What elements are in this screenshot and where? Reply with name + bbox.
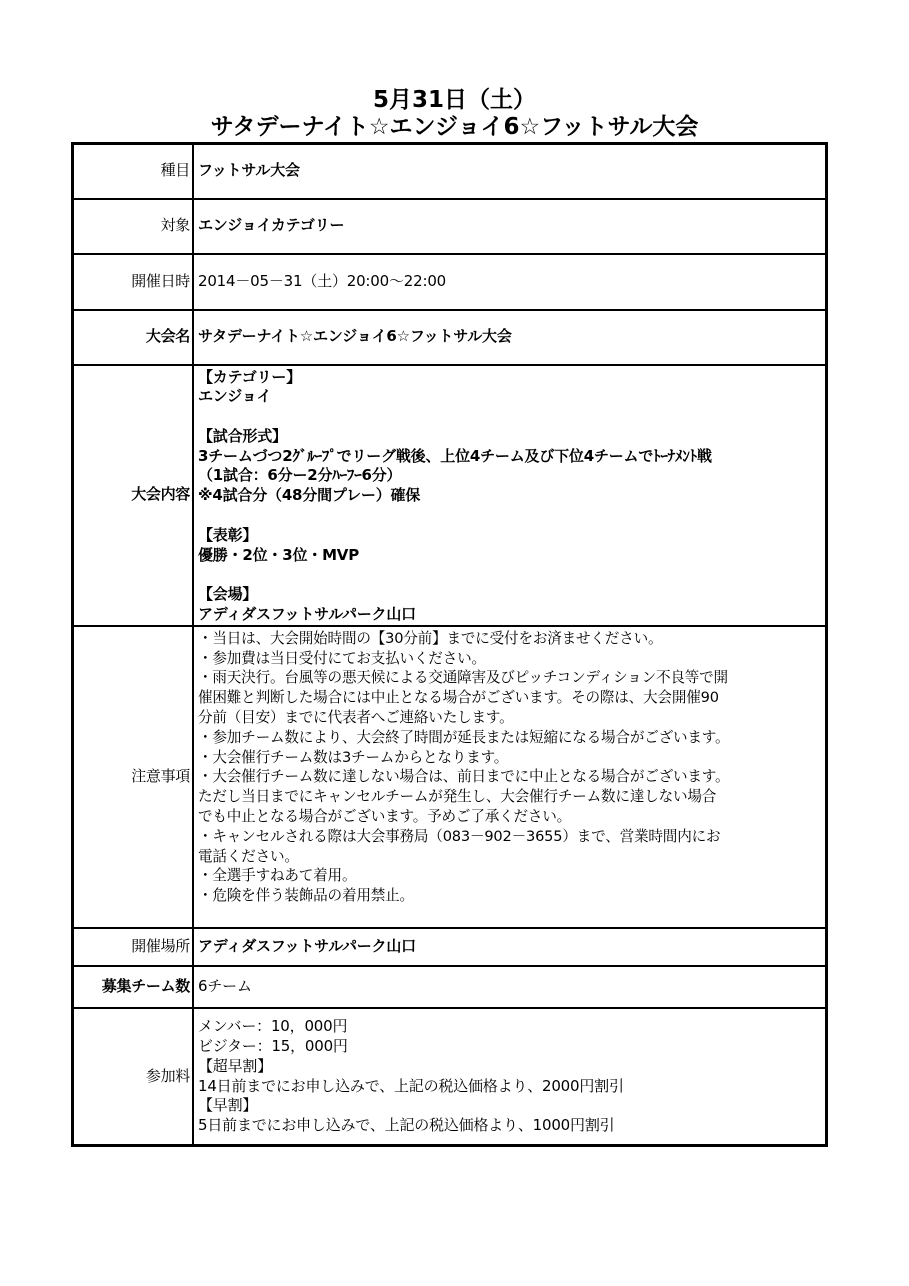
fee-line: 14日前までにお申し込みで、上記の税込価格より、2000円割引 xyxy=(198,1076,624,1095)
contents-line: （1試合：6分ー2分ﾊｰﾌｰ6分） xyxy=(198,466,402,485)
contents-line: 【カテゴリー】 xyxy=(198,367,302,386)
row-target xyxy=(73,199,827,254)
notes-line: ・大会催行チーム数は3チームからとなります。 xyxy=(198,748,509,766)
notes-line: でも中止となる場合がございます。予めご了承ください。 xyxy=(198,808,572,826)
notes-line: 分前（目安）までに代表者へご連絡いたします。 xyxy=(198,709,514,727)
row-notes xyxy=(73,626,827,928)
notes-line: ・全選手すねあて着用。 xyxy=(198,867,357,885)
contents-line: 【会場】 xyxy=(198,585,258,604)
fee-line: メンバー：10，000円 xyxy=(198,1017,348,1036)
notes-line: ・雨天決行。台風等の悪天候による交通障害及びピッチコンディション不良等で開 xyxy=(198,669,728,687)
row-team-count xyxy=(73,966,827,1008)
row-event-type xyxy=(73,144,827,199)
title-date: 5月31日（土） xyxy=(372,87,536,113)
fee-line: 【超早割】 xyxy=(198,1056,273,1075)
value-event-type: フットサル大会 xyxy=(193,144,827,199)
notes-line: ただし当日までにキャンセルチームが発生し、大会催行チーム数に達しない場合 xyxy=(198,788,717,806)
value-contents xyxy=(193,365,827,626)
row-fee xyxy=(73,1008,827,1146)
notes-line: ・危険を伴う装飾品の着用禁止。 xyxy=(198,887,414,905)
value-notes xyxy=(193,626,827,928)
label-target: 対象 xyxy=(73,199,194,254)
notes-line: 電話ください。 xyxy=(198,847,299,865)
row-venue xyxy=(73,928,827,966)
contents-line: エンジョイ xyxy=(198,387,272,406)
event-info-table xyxy=(71,142,828,1147)
label-contents: 大会内容 xyxy=(73,365,194,626)
value-venue: アディダスフットサルパーク山口 xyxy=(193,928,827,966)
contents-line xyxy=(198,407,825,427)
fee-line: ビジター：15，000円 xyxy=(198,1037,348,1056)
contents-line: アディダスフットサルパーク山口 xyxy=(198,605,416,624)
label-tournament-name: 大会名 xyxy=(73,310,194,365)
label-notes: 注意事項 xyxy=(73,626,194,928)
row-contents xyxy=(73,365,827,626)
notes-line: ・キャンセルされる際は大会事務局（083－902－3655）まで、営業時間内にお xyxy=(198,827,721,845)
notes-line: ・参加チーム数により、大会終了時間が延長または短縮になる場合がございます。 xyxy=(198,728,730,746)
label-datetime: 開催日時 xyxy=(73,254,194,310)
fee-line: 5日前までにお申し込みで、上記の税込価格より、1000円割引 xyxy=(198,1116,615,1135)
notes-line: ・参加費は当日受付にてお支払いください。 xyxy=(198,649,486,667)
contents-line: 3チームづつ2ｸﾞﾙｰﾌﾟでリーグ戦後、上位4チーム及び下位4チームでﾄｰﾅﾒﾝﾄ戦 xyxy=(198,446,712,465)
notes-line: ・大会催行チーム数に達しない場合は、前日までに中止となる場合がございます。 xyxy=(198,768,730,786)
notes-line: ・当日は、大会開始時間の【30分前】までに受付をお済ませください。 xyxy=(198,629,663,647)
value-tournament-name: サタデーナイト☆エンジョイ6☆フットサル大会 xyxy=(193,310,827,365)
row-tournament-name xyxy=(73,310,827,365)
value-team-count: 6チーム xyxy=(193,966,827,1008)
label-venue: 開催場所 xyxy=(73,928,194,966)
label-team-count: 募集チーム数 xyxy=(73,966,194,1008)
contents-line: ※4試合分（48分間プレー）確保 xyxy=(198,486,421,505)
contents-line: 優勝・2位・3位・MVP xyxy=(198,545,360,564)
value-datetime: 2014－05－31（土）20:00～22:00 xyxy=(193,254,827,310)
title-tournament-name: サタデーナイト☆エンジョイ6☆フットサル大会 xyxy=(210,114,699,140)
value-fee xyxy=(193,1008,827,1146)
contents-line: 【試合形式】 xyxy=(198,426,287,445)
row-datetime xyxy=(73,254,827,310)
contents-line xyxy=(198,506,825,526)
notes-line: 催困難と判断した場合には中止となる場合がございます。その際は、大会開催90 xyxy=(198,689,719,707)
label-fee: 参加料 xyxy=(73,1008,194,1146)
contents-line xyxy=(198,565,825,585)
value-target: エンジョイカテゴリー xyxy=(193,199,827,254)
contents-line: 【表彰】 xyxy=(198,525,258,544)
fee-line: 【早割】 xyxy=(198,1096,258,1115)
label-event-type: 種目 xyxy=(73,144,194,199)
